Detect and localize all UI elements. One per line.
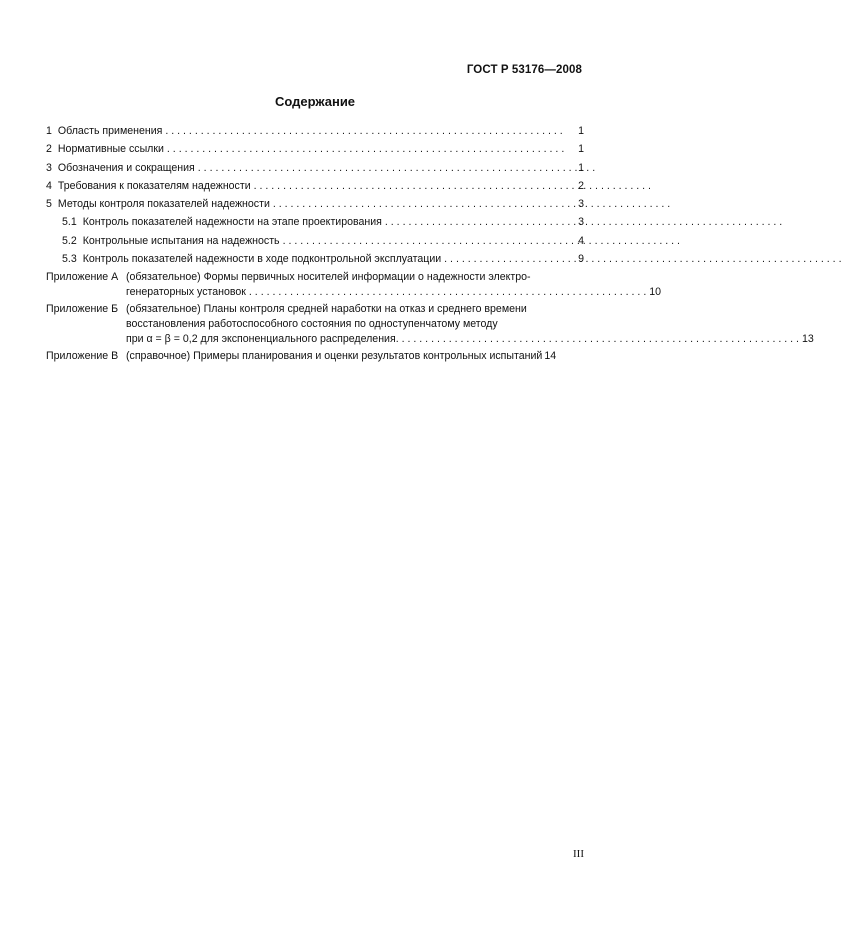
toc-entry-title: Методы контроля показателей надежности <box>57 198 270 211</box>
toc-entry-number: 5 <box>46 198 52 211</box>
toc-entry-page: 13 <box>801 333 814 346</box>
toc-leader-dots <box>385 215 575 230</box>
toc-entry[interactable] <box>46 124 584 139</box>
table-of-contents <box>46 124 814 366</box>
appendix-label: Приложение А <box>46 271 119 284</box>
toc-subentry[interactable] <box>46 215 584 230</box>
toc-leader-dots <box>402 332 799 347</box>
toc-entry-page: 1 <box>578 125 584 137</box>
toc-entry-number: 5.3 <box>62 253 77 266</box>
toc-entry-title: Область применения <box>57 125 163 137</box>
toc-appendix-entry[interactable] <box>46 349 584 364</box>
toc-leader-dots <box>273 197 575 212</box>
toc-leader-dots <box>283 234 576 249</box>
toc-entry-page: 3 <box>578 216 584 229</box>
toc-leader-dots <box>167 142 575 157</box>
toc-leader-dots <box>198 161 575 176</box>
toc-entry-number: 1 <box>46 125 52 137</box>
page-number: III <box>573 848 584 860</box>
toc-entry-title: Контроль показателей надежности в ходе подконтрольной эксплуатации <box>82 253 442 266</box>
toc-entry-number: 5.2 <box>62 234 77 247</box>
appendix-title-line: восстановления работоспособного состояния по одноступенчатому методу <box>126 318 498 331</box>
toc-entry-title: Контроль показателей надежности на этапе проектирования <box>82 216 382 229</box>
appendix-title-line: генераторных установок <box>126 286 246 299</box>
toc-appendix-entry[interactable] <box>46 270 662 300</box>
appendix-title-line: при α = β = 0,2 для экспоненциального распределения. <box>126 333 399 346</box>
toc-entry-page: 1 <box>578 161 584 174</box>
toc-entry[interactable] <box>46 142 584 157</box>
toc-leader-dots <box>254 179 575 194</box>
toc-entry-page: 10 <box>649 286 662 299</box>
toc-leader-dots <box>444 252 575 267</box>
appendix-title-line: (справочное) Примеры планирования и оценки результатов контрольных испытаний <box>126 350 543 363</box>
toc-entry[interactable] <box>46 197 584 212</box>
document-code: ГОСТ Р 53176—2008 <box>466 64 582 76</box>
toc-entry-number: 3 <box>46 161 52 174</box>
toc-entry-page: 14 <box>544 350 557 363</box>
toc-entry-number: 2 <box>46 143 52 156</box>
toc-entry-title: Контрольные испытания на надежность <box>82 234 280 247</box>
toc-leader-dots <box>249 285 646 300</box>
toc-entry-title: Нормативные ссылки <box>57 143 164 156</box>
toc-appendix-entry[interactable] <box>46 302 814 347</box>
toc-entry-number: 5.1 <box>62 216 77 229</box>
toc-entry-page: 4 <box>578 234 584 247</box>
toc-entry-title: Обозначения и сокращения <box>57 161 195 174</box>
toc-entry[interactable] <box>46 179 584 194</box>
toc-entry-page: 1 <box>578 143 584 156</box>
appendix-label: Приложение Б <box>46 303 119 316</box>
toc-entry[interactable] <box>46 161 584 176</box>
appendix-label: Приложение В <box>46 350 119 363</box>
toc-title: Содержание <box>274 94 356 109</box>
appendix-title-line: (обязательное) Планы контроля средней наработки на отказ и среднего времени <box>126 303 527 316</box>
toc-entry-number: 4 <box>46 179 52 192</box>
toc-entry-page: 2 <box>578 179 584 192</box>
toc-entry-title: Требования к показателям надежности <box>57 179 251 192</box>
appendix-title-line: (обязательное) Формы первичных носителей информации о надежности электро- <box>126 271 531 284</box>
toc-leader-dots <box>165 124 575 139</box>
toc-entry-page: 3 <box>578 198 584 211</box>
toc-entry-page: 9 <box>578 253 584 266</box>
toc-subentry[interactable] <box>46 234 584 249</box>
toc-subentry[interactable] <box>46 252 584 267</box>
